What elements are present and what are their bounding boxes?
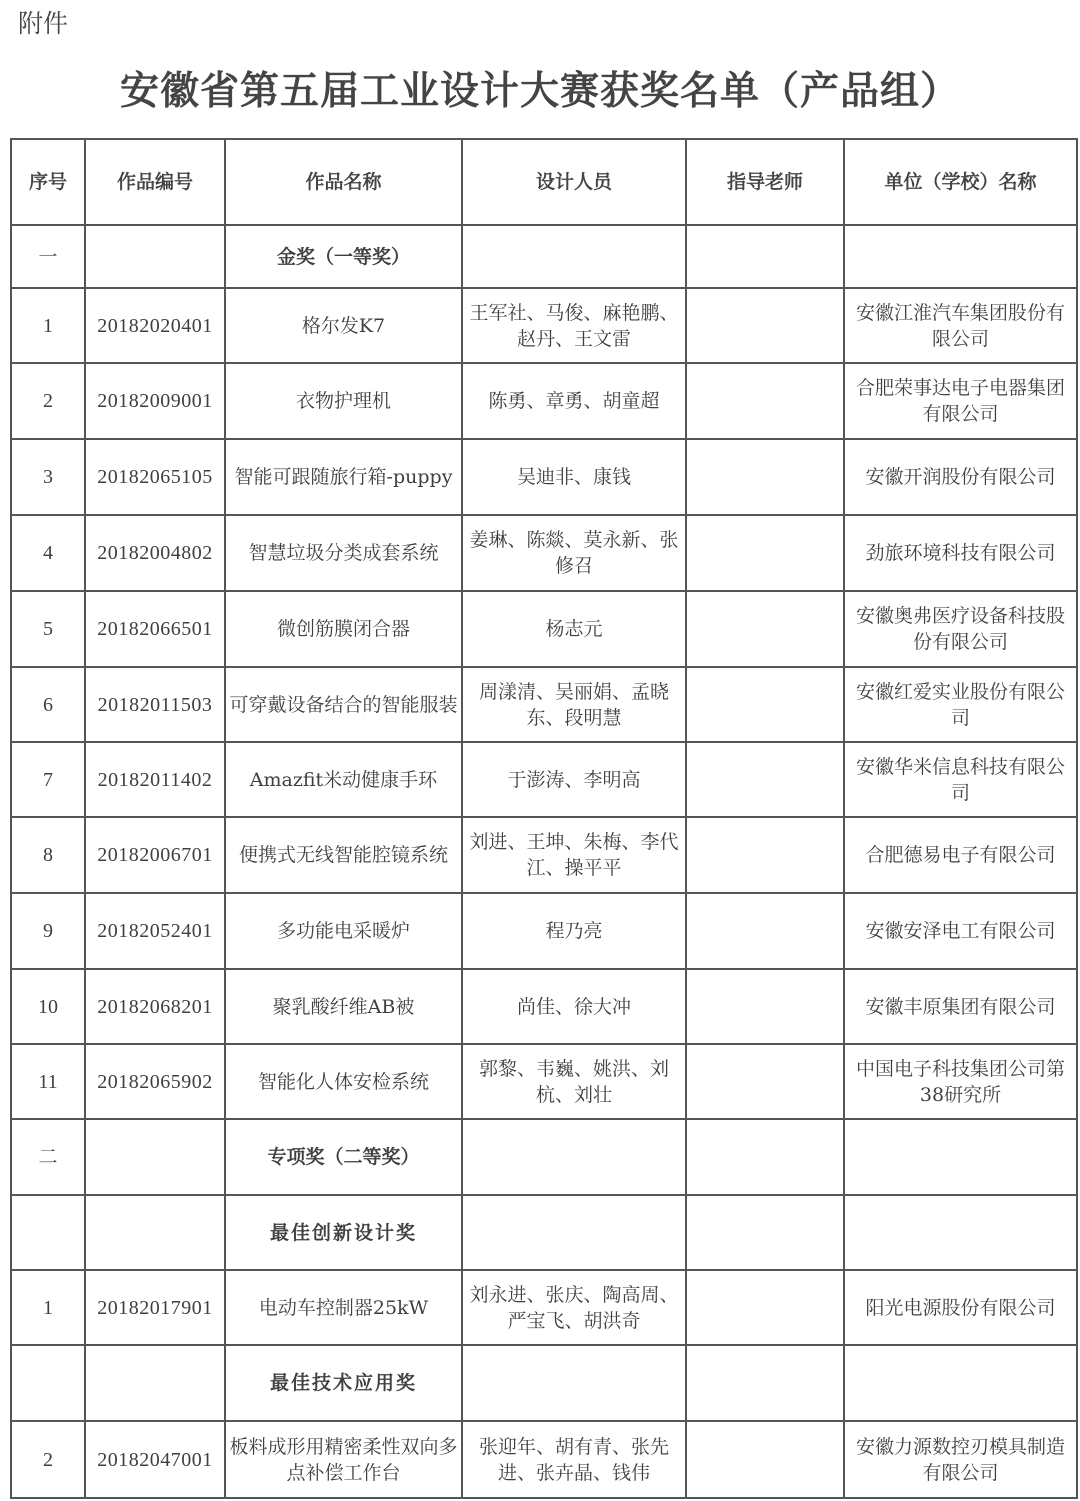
empty-cell — [462, 225, 686, 288]
row-index: 10 — [11, 969, 85, 1044]
empty-cell — [85, 1195, 225, 1270]
row-advisor — [686, 439, 844, 515]
row-name: 便携式无线智能腔镜系统 — [225, 817, 462, 893]
row-index: 2 — [11, 363, 85, 439]
row-advisor — [686, 667, 844, 742]
table-row — [11, 515, 1077, 591]
subsection-row-tech — [11, 1345, 1077, 1421]
table-row — [11, 439, 1077, 515]
row-advisor — [686, 591, 844, 667]
row-advisor — [686, 515, 844, 591]
subsection-label: 最佳创新设计奖 — [225, 1195, 462, 1270]
row-designers: 杨志元 — [462, 591, 686, 667]
section-label: 金奖（一等奖） — [225, 225, 462, 288]
row-designers: 张迎年、胡有青、张先进、张卉晶、钱伟 — [462, 1421, 686, 1498]
row-index: 8 — [11, 817, 85, 893]
row-designers: 刘永进、张庆、陶高周、严宝飞、胡洪奇 — [462, 1270, 686, 1345]
empty-cell — [85, 1119, 225, 1195]
table-row — [11, 1044, 1077, 1119]
table-row — [11, 591, 1077, 667]
row-designers: 郭黎、韦巍、姚洪、刘杭、刘壮 — [462, 1044, 686, 1119]
row-code: 20182052401 — [85, 893, 225, 969]
row-advisor — [686, 817, 844, 893]
row-code: 20182004802 — [85, 515, 225, 591]
row-designers: 姜琳、陈燚、莫永新、张修召 — [462, 515, 686, 591]
row-name: 可穿戴设备结合的智能服装 — [225, 667, 462, 742]
row-name: 智能化人体安检系统 — [225, 1044, 462, 1119]
row-name: 衣物护理机 — [225, 363, 462, 439]
table-row — [11, 363, 1077, 439]
row-designers: 尚佳、徐大冲 — [462, 969, 686, 1044]
header-index: 序号 — [11, 139, 85, 225]
row-code: 20182065105 — [85, 439, 225, 515]
row-org: 安徽江淮汽车集团股份有限公司 — [844, 288, 1077, 363]
empty-cell — [462, 1119, 686, 1195]
row-org: 安徽开润股份有限公司 — [844, 439, 1077, 515]
row-index: 1 — [11, 288, 85, 363]
empty-cell — [844, 1345, 1077, 1421]
row-advisor — [686, 893, 844, 969]
row-index: 5 — [11, 591, 85, 667]
row-advisor — [686, 1044, 844, 1119]
row-name: 聚乳酸纤维AB被 — [225, 969, 462, 1044]
subsection-label: 最佳技术应用奖 — [225, 1345, 462, 1421]
empty-cell — [844, 225, 1077, 288]
row-org: 安徽力源数控刃模具制造有限公司 — [844, 1421, 1077, 1498]
row-code: 20182020401 — [85, 288, 225, 363]
header-code: 作品编号 — [85, 139, 225, 225]
table-row — [11, 1270, 1077, 1345]
row-name: 多功能电采暖炉 — [225, 893, 462, 969]
row-org: 阳光电源股份有限公司 — [844, 1270, 1077, 1345]
empty-cell — [686, 225, 844, 288]
table-row — [11, 742, 1077, 817]
row-code: 20182009001 — [85, 363, 225, 439]
empty-cell — [686, 1119, 844, 1195]
row-org: 合肥荣事达电子电器集团有限公司 — [844, 363, 1077, 439]
row-org: 安徽红爱实业股份有限公司 — [844, 667, 1077, 742]
row-designers: 刘进、王坤、朱梅、李代江、操平平 — [462, 817, 686, 893]
row-org: 安徽安泽电工有限公司 — [844, 893, 1077, 969]
row-index: 7 — [11, 742, 85, 817]
row-index: 1 — [11, 1270, 85, 1345]
empty-cell — [462, 1345, 686, 1421]
row-org: 劲旅环境科技有限公司 — [844, 515, 1077, 591]
section-index: 一 — [11, 225, 85, 288]
row-designers: 吴迪非、康钱 — [462, 439, 686, 515]
table-row — [11, 667, 1077, 742]
row-advisor — [686, 742, 844, 817]
row-name: 微创筋膜闭合器 — [225, 591, 462, 667]
row-advisor — [686, 288, 844, 363]
empty-cell — [686, 1195, 844, 1270]
row-name: 智能可跟随旅行箱-puppy — [225, 439, 462, 515]
row-name: 智慧垃圾分类成套系统 — [225, 515, 462, 591]
award-table — [10, 138, 1078, 1499]
row-advisor — [686, 363, 844, 439]
row-code: 20182006701 — [85, 817, 225, 893]
row-org: 安徽华米信息科技有限公司 — [844, 742, 1077, 817]
row-index: 6 — [11, 667, 85, 742]
row-org: 安徽丰原集团有限公司 — [844, 969, 1077, 1044]
empty-cell — [85, 1345, 225, 1421]
row-designers: 于澎涛、李明高 — [462, 742, 686, 817]
header-advisor: 指导老师 — [686, 139, 844, 225]
empty-cell — [85, 225, 225, 288]
row-org: 中国电子科技集团公司第38研究所 — [844, 1044, 1077, 1119]
row-code: 20182066501 — [85, 591, 225, 667]
attachment-label: 附件 — [18, 9, 69, 38]
row-code: 20182047001 — [85, 1421, 225, 1498]
row-name: 板料成形用精密柔性双向多点补偿工作台 — [225, 1421, 462, 1498]
row-code: 20182011402 — [85, 742, 225, 817]
row-designers: 王军社、马俊、麻艳鹏、赵丹、王文雷 — [462, 288, 686, 363]
row-advisor — [686, 1270, 844, 1345]
table-header-row — [11, 139, 1077, 225]
row-designers: 周漾清、吴丽娟、孟晓东、段明慧 — [462, 667, 686, 742]
row-index: 2 — [11, 1421, 85, 1498]
empty-cell — [844, 1195, 1077, 1270]
row-name: 格尔发K7 — [225, 288, 462, 363]
empty-cell — [11, 1345, 85, 1421]
table-row — [11, 969, 1077, 1044]
row-index: 4 — [11, 515, 85, 591]
table-row — [11, 1421, 1077, 1498]
header-org: 单位（学校）名称 — [844, 139, 1077, 225]
row-index: 9 — [11, 893, 85, 969]
section-index: 二 — [11, 1119, 85, 1195]
row-name: Amazfit米动健康手环 — [225, 742, 462, 817]
empty-cell — [844, 1119, 1077, 1195]
row-advisor — [686, 969, 844, 1044]
empty-cell — [11, 1195, 85, 1270]
table-row — [11, 288, 1077, 363]
row-designers: 程乃亮 — [462, 893, 686, 969]
row-code: 20182017901 — [85, 1270, 225, 1345]
row-code: 20182068201 — [85, 969, 225, 1044]
document-title: 安徽省第五届工业设计大赛获奖名单（产品组） — [119, 69, 960, 114]
row-index: 11 — [11, 1044, 85, 1119]
row-advisor — [686, 1421, 844, 1498]
row-index: 3 — [11, 439, 85, 515]
table-row — [11, 893, 1077, 969]
row-org: 合肥德易电子有限公司 — [844, 817, 1077, 893]
header-name: 作品名称 — [225, 139, 462, 225]
section-label: 专项奖（二等奖） — [225, 1119, 462, 1195]
row-code: 20182011503 — [85, 667, 225, 742]
section-row-special — [11, 1119, 1077, 1195]
empty-cell — [686, 1345, 844, 1421]
subsection-row-innovation — [11, 1195, 1077, 1270]
row-code: 20182065902 — [85, 1044, 225, 1119]
row-name: 电动车控制器25kW — [225, 1270, 462, 1345]
section-row-gold — [11, 225, 1077, 288]
empty-cell — [462, 1195, 686, 1270]
table-row — [11, 817, 1077, 893]
row-designers: 陈勇、章勇、胡童超 — [462, 363, 686, 439]
header-designers: 设计人员 — [462, 139, 686, 225]
row-org: 安徽奥弗医疗设备科技股份有限公司 — [844, 591, 1077, 667]
